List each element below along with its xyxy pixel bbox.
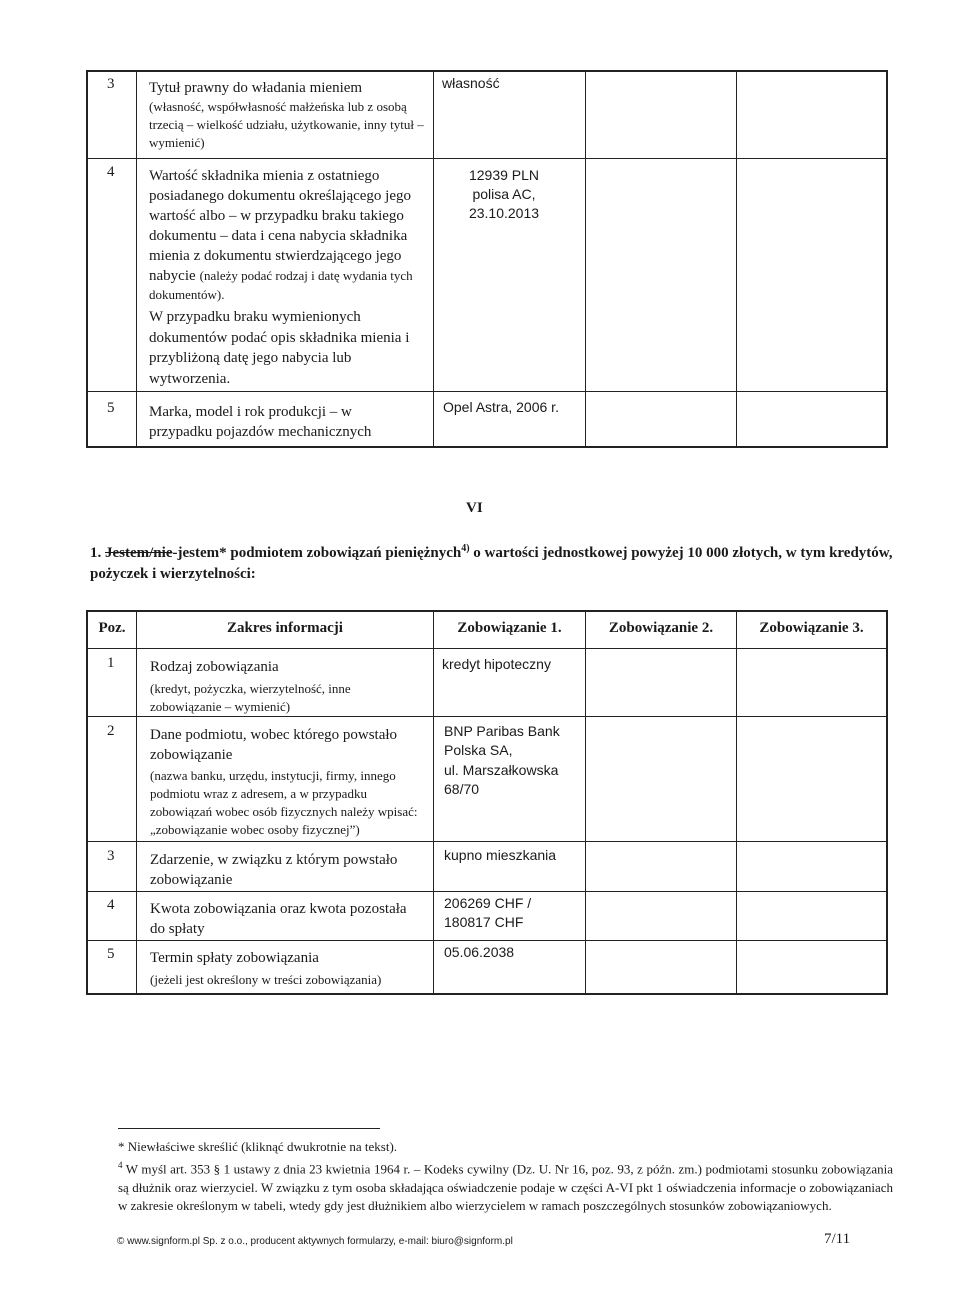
footnote-marker: 4): [461, 543, 470, 554]
footer-copyright: © www.signform.pl Sp. z o.o., producent aktywnych formularzy, e-mail: biuro@signform.pl: [117, 1236, 513, 1247]
value-amount: 12939 PLN: [468, 167, 540, 183]
row-number: 5: [107, 400, 115, 416]
row-title: Rodzaj zobowiązania: [150, 659, 279, 675]
row-note: (nazwa banku, urzędu, instytucji, firmy, innego podmiotu wraz z adresem, a w przypadku zobowiązań wobec osób fizycznych należy wpisać: „zobowiązanie wobec osoby fizycznej”): [150, 768, 418, 837]
section-heading: 1. Jestem/nie-jestem* podmiotem zobowiązań pieniężnych$^{4)}$ o wartości jednostkowej powyżej 10 000 złotych, w tym kredytów, pożyczek i wierzytelności:: [90, 543, 893, 582]
item-number: 1.: [90, 545, 102, 561]
header-scope: Zakres informacji: [227, 620, 343, 636]
row-number: 2: [107, 723, 115, 739]
event-value: kupno mieszkania: [444, 847, 557, 863]
creditor-line-4: 68/70: [444, 781, 480, 797]
footnote-four: [118, 1156, 893, 1216]
ownership-value: własność: [442, 75, 500, 91]
row-number: 4: [107, 164, 115, 180]
header-liability-1: Zobowiązanie 1.: [457, 620, 562, 636]
vehicle-value: Opel Astra, 2006 r.: [443, 399, 559, 415]
struck-option[interactable]: Jestem/nie: [105, 545, 173, 561]
creditor-line-2: Polska SA,: [444, 742, 513, 758]
footnote-star: * Niewłaściwe skreślić (kliknąć dwukrotnie na tekst).: [118, 1139, 398, 1154]
liability-type-value: kredyt hipoteczny: [442, 656, 551, 672]
value-date: 23.10.2013: [468, 205, 540, 221]
row-title: Termin spłaty zobowiązania: [150, 950, 319, 966]
row-number: 4: [107, 897, 115, 913]
footnote-separator: [118, 1128, 380, 1129]
row-title: Wartość składnika mienia z ostatniego posiadanego dokumentu określającego jego wartość albo – w przypadku braku takiego dokumentu – data i cena nabycia składnika mienia z dokumentu stwierdzającego jego nabycie: [149, 168, 412, 284]
heading-tail: o wartości jednostkowej powyżej 10 000 złotych, w tym kredytów, pożyczek i wierzytelności:: [90, 545, 893, 582]
row-number: 3: [107, 848, 115, 864]
row-title-block: [149, 166, 425, 304]
row-title: Dane podmiotu, wobec którego powstało zobowiązanie: [150, 727, 398, 763]
value-policy: polisa AC,: [472, 186, 536, 202]
header-liability-2: Zobowiązanie 2.: [608, 620, 714, 636]
row-number: 5: [107, 946, 115, 962]
amount-line-2: 180817 CHF: [444, 914, 524, 930]
row-note: (kredyt, pożyczka, wierzytelność, inne zobowiązanie – wymienić): [150, 681, 351, 714]
row-note: (jeżeli jest określony w treści zobowiązania): [150, 972, 382, 987]
row-note: (własność, współwłasność małżeńska lub z osobą trzecią – wielkość udziału, użytkowanie, inny tytuł – wymienić): [149, 99, 424, 150]
row-title: Marka, model i rok produkcji – w przypadku pojazdów mechanicznych: [149, 404, 372, 440]
heading-text: jestem* podmiotem zobowiązań pieniężnych: [177, 545, 462, 561]
row-title: Kwota zobowiązania oraz kwota pozostała do spłaty: [150, 901, 407, 937]
section-roman: VI: [466, 500, 483, 516]
header-liability-3: Zobowiązanie 3.: [759, 620, 864, 636]
creditor-line-3: ul. Marszałkowska: [444, 762, 559, 778]
amount-line-1: 206269 CHF /: [444, 895, 532, 911]
row-number: 3: [107, 76, 115, 92]
due-date-value: 05.06.2038: [444, 944, 515, 960]
page-number: 7/11: [824, 1231, 851, 1247]
creditor-line-1: BNP Paribas Bank: [444, 723, 560, 739]
row-number: 1: [107, 655, 115, 671]
row-title-note: (należy podać rodzaj i datę wydania tych dokumentów).: [149, 268, 413, 302]
footnote-four-marker: 4: [118, 1160, 123, 1170]
footnote-four-text: W myśl art. 353 § 1 ustawy z dnia 23 kwietnia 1964 r. – Kodeks cywilny (Dz. U. Nr 16, poz. 93, z późn. zm.) podmiotami stosunku zobowiązania są dłużnik oraz wierzyciel. W związku z tym osoba składająca oświadczenie podaje w części A-VI pkt 1 oświadczenia informacje o zobowiązaniach w zakresie określonym w tabeli, wtedy gdy jest dłużnikiem albo wierzycielem w ramach poszczególnych stosunków zobowiązaniowych.: [118, 1161, 893, 1214]
row-extra-note: W przypadku braku wymienionych dokumentów podać opis składnika mienia i przybliżoną datę jego nabycia lub wytworzenia.: [149, 309, 410, 387]
row-title: Tytuł prawny do władania mieniem: [149, 80, 363, 96]
row-title: Zdarzenie, w związku z którym powstało zobowiązanie: [150, 852, 398, 888]
header-position: Poz.: [98, 620, 126, 636]
